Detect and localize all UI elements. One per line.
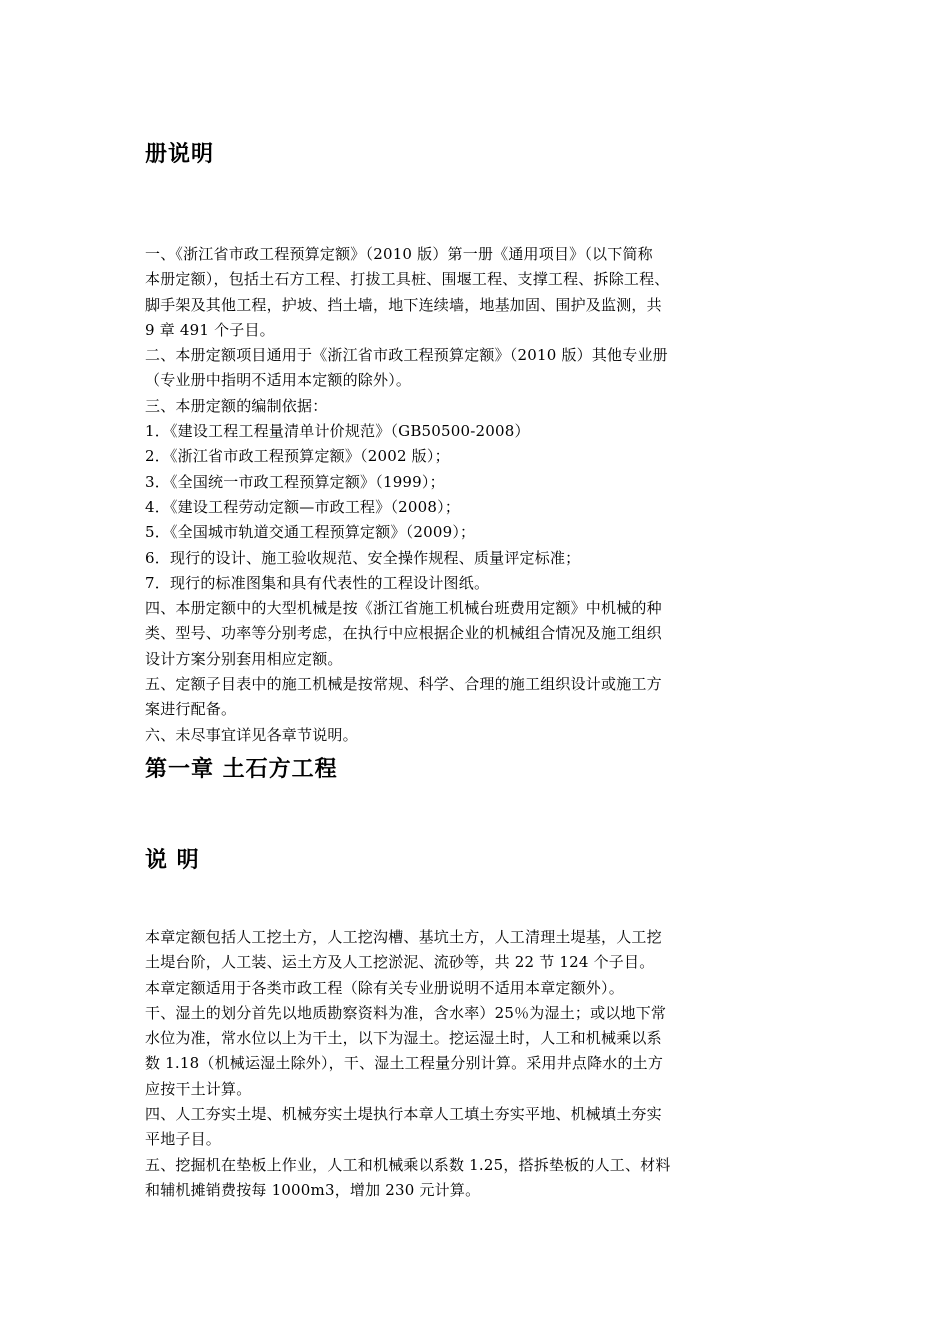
list-item: 2．《浙江省市政工程预算定额》（2002 版）；: [145, 447, 450, 466]
list-item: 6．现行的设计、施工验收规范、安全操作规程、质量评定标准；: [145, 548, 581, 567]
paragraph-line: 本章定额包括人工挖土方，人工挖沟槽、基坑土方，人工清理土堤基，人工挖: [145, 928, 662, 946]
paragraph-line: 四、本册定额中的大型机械是按《浙江省施工机械台班费用定额》中机械的种: [145, 599, 662, 618]
paragraph-line: 9 章 491 个子目。: [145, 320, 275, 339]
paragraph-line: 三、本册定额的编制依据：: [145, 396, 328, 415]
paragraph-line: 五、挖掘机在垫板上作业，人工和机械乘以系数 1.25，搭拆垫板的人工、材料: [145, 1155, 671, 1174]
list-item: 5．《全国城市轨道交通工程预算定额》（2009）；: [145, 523, 476, 542]
list-item: 7．现行的标准图集和具有代表性的工程设计图纸。: [145, 573, 490, 592]
paragraph-line: 设计方案分别套用相应定额。: [145, 649, 343, 668]
chapter-notes-heading: 说 明: [145, 848, 200, 873]
paragraph-line: 二、本册定额项目通用于《浙江省市政工程预算定额》（2010 版）其他专业册: [145, 346, 668, 365]
list-item: 3．《全国统一市政工程预算定额》（1999）；: [145, 472, 445, 491]
paragraph-line: 六、未尽事宜详见各章节说明。: [145, 725, 358, 744]
paragraph-line: 一、《浙江省市政工程预算定额》（2010 版）第一册《通用项目》（以下简称: [145, 245, 653, 263]
paragraph-line: 四、人工夯实土堤、机械夯实土堤执行本章人工填土夯实平地、机械填土夯实: [145, 1105, 662, 1124]
chapter-notes-body: [145, 925, 810, 1203]
paragraph-line: 水位为准，常水位以上为干土，以下为湿土。挖运湿土时，人工和机械乘以系: [145, 1029, 662, 1048]
paragraph-line: 土堤台阶，人工装、运土方及人工挖淤泥、流砂等，共 22 节 124 个子目。: [145, 953, 655, 972]
paragraph-line: 干、湿土的划分首先以地质勘察资料为准，含水率）25％为湿土；或以地下常: [145, 1003, 667, 1022]
paragraph-line: 类、型号、功率等分别考虑，在执行中应根据企业的机械组合情况及施工组织: [145, 624, 662, 643]
paragraph-line: 五、定额子目表中的施工机械是按常规、科学、合理的施工组织设计或施工方: [145, 675, 662, 694]
volume-notes-body: [145, 242, 810, 748]
paragraph-line: 和辅机摊销费按每 1000m3，增加 230 元计算。: [145, 1180, 481, 1199]
list-item: 1．《建设工程工程量清单计价规范》（GB50500-2008）: [145, 422, 530, 441]
volume-notes-heading: 册说明: [145, 142, 215, 167]
paragraph-line: （专业册中指明不适用本定额的除外）。: [145, 371, 412, 390]
paragraph-line: 本册定额），包括土石方工程、打拔工具桩、围堰工程、支撑工程、拆除工程、: [145, 270, 670, 289]
paragraph-line: 本章定额适用于各类市政工程（除有关专业册说明不适用本章定额外）。: [145, 978, 624, 997]
paragraph-line: 平地子目。: [145, 1130, 222, 1149]
list-item: 4．《建设工程劳动定额—市政工程》（2008）；: [145, 497, 461, 516]
paragraph-line: 脚手架及其他工程，护坡、挡土墙，地下连续墙，地基加固、围护及监测，共: [145, 295, 662, 314]
paragraph-line: 应按干土计算。: [145, 1079, 252, 1098]
paragraph-line: 数 1.18（机械运湿土除外），干、湿土工程量分别计算。采用井点降水的土方: [145, 1054, 664, 1073]
chapter-title: 第一章 土石方工程: [145, 757, 338, 782]
paragraph-line: 案进行配备。: [145, 700, 237, 719]
